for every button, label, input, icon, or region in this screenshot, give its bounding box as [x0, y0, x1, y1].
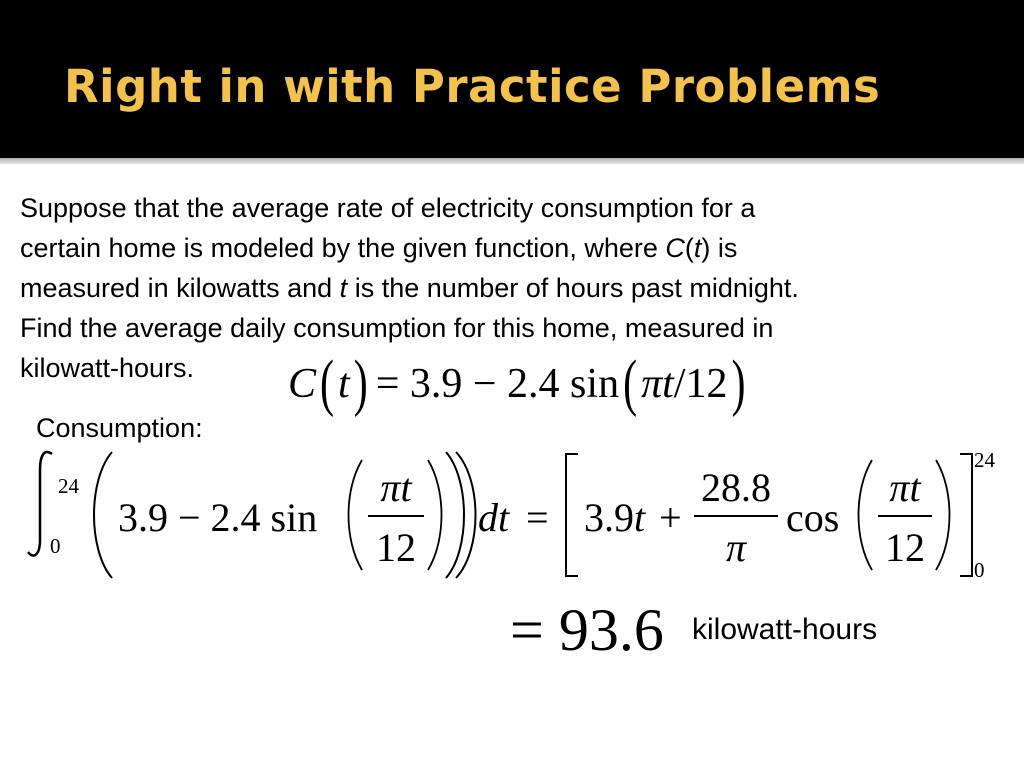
var-t: t: [634, 495, 646, 540]
fraction-denominator: π: [725, 525, 747, 570]
eq-12: 12: [685, 361, 728, 407]
fraction-denominator: 12: [885, 525, 925, 570]
eq-paren: (: [320, 349, 335, 419]
equals-sign: =: [526, 495, 549, 540]
eq-t: t: [338, 361, 350, 407]
fraction-numerator: 28.8: [701, 465, 771, 510]
plus-sign: +: [659, 495, 682, 540]
cos-function: cos: [786, 495, 840, 540]
eq-paren: (: [623, 349, 638, 419]
paragraph-line-4: Find the average daily consumption for this home, measured in: [20, 313, 774, 343]
paragraph-line-5: kilowatt-hours.: [20, 353, 195, 383]
integrand-start: 3.9 − 2.4 sin: [118, 495, 318, 540]
integral-lower-limit: 0: [50, 534, 61, 558]
var-c: C: [665, 233, 685, 263]
fraction-denominator: 12: [376, 525, 416, 570]
evaluation-upper-limit: 24: [974, 448, 995, 472]
var-t: t: [339, 273, 348, 303]
paren-right: [936, 460, 950, 570]
big-paren-right-inner: [446, 452, 464, 578]
integral-upper-limit: 24: [58, 474, 79, 498]
title-divider: [0, 158, 1024, 164]
paren-open: (: [684, 233, 694, 263]
evaluation-lower-limit: 0: [974, 558, 985, 582]
paragraph-line-3: [20, 268, 799, 308]
paragraph-text: certain home is modeled by the given function, where: [20, 233, 666, 263]
eq-pi-t: πt: [641, 361, 674, 407]
paragraph-line-1: Suppose that the average rate of electricity consumption for a: [20, 193, 756, 223]
differential-dt: dt: [478, 495, 510, 540]
paren-left: [349, 460, 363, 570]
result-value: = 93.6: [510, 597, 664, 663]
paragraph-line-2: [20, 228, 737, 268]
bracket-right: [960, 454, 972, 576]
paren-right: [428, 460, 442, 570]
eq-paren: ): [353, 349, 368, 419]
antiderivative-term: [584, 494, 682, 541]
eq-rhs: = 3.9 − 2.4 sin: [375, 361, 620, 407]
integral-sign-icon: [28, 452, 52, 556]
eq-paren: ): [731, 349, 746, 419]
result-unit: kilowatt-hours: [692, 613, 878, 646]
paren-left: [859, 460, 873, 570]
fraction-numerator: πt: [889, 465, 921, 510]
big-paren-left: [94, 452, 112, 578]
paren-close: ): [701, 233, 711, 263]
coefficient: 3.9: [584, 495, 634, 540]
var-t: t: [693, 233, 702, 263]
eq-slash: /: [673, 361, 686, 407]
paragraph-text: is the number of hours past midnight.: [347, 273, 799, 303]
bracket-left: [566, 454, 578, 576]
paragraph-text: measured in kilowatts and: [20, 273, 340, 303]
function-equation: [288, 349, 746, 419]
consumption-label: Consumption:: [36, 413, 203, 443]
eq-c: C: [288, 361, 317, 407]
big-paren-right: [456, 452, 476, 578]
slide-title: Right in with Practice Problems: [64, 60, 881, 113]
paragraph-text: is: [710, 233, 738, 263]
fraction-numerator: πt: [380, 465, 412, 510]
